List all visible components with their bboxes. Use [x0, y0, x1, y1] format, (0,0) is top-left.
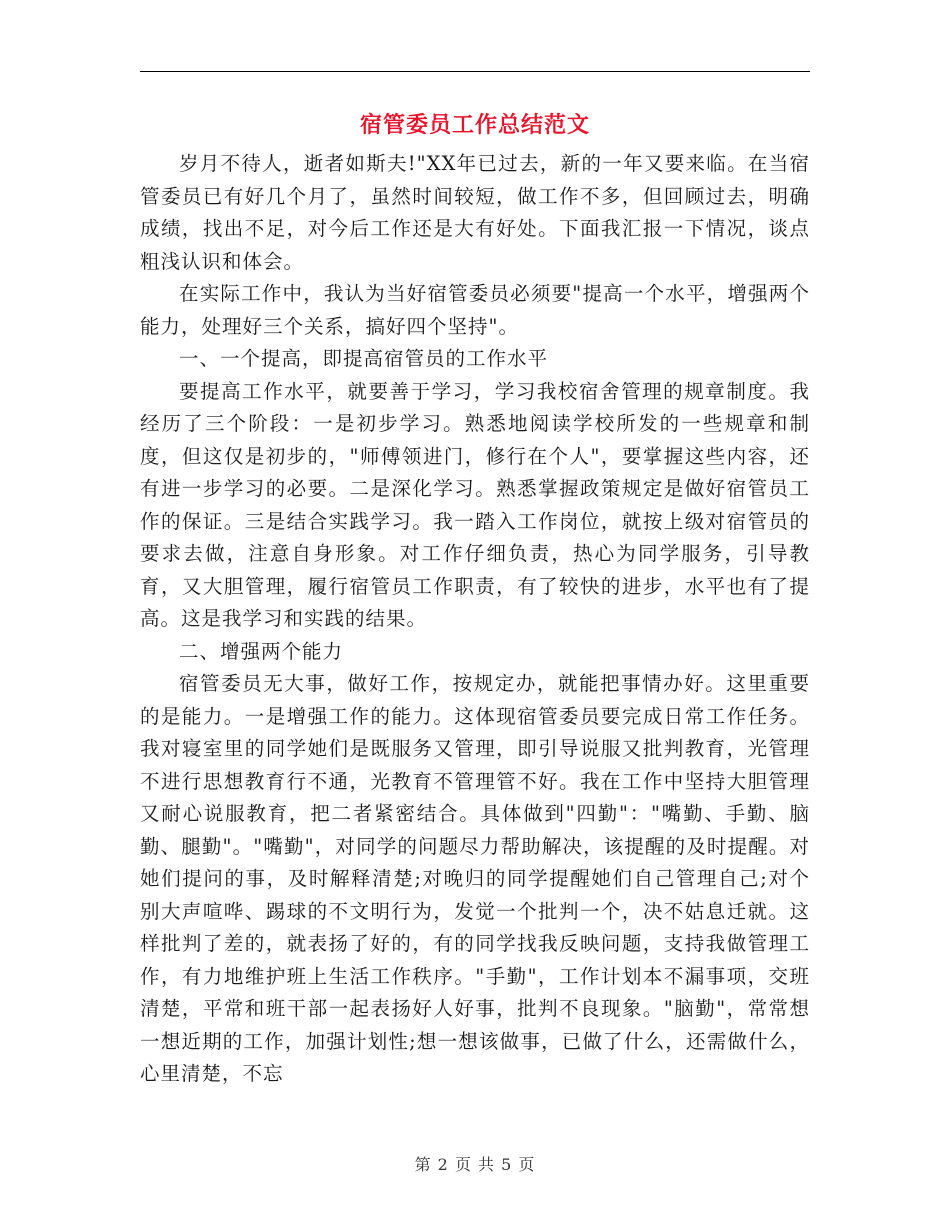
- header-rule: [140, 71, 810, 72]
- page-number-footer: 第 2 页 共 5 页: [414, 1155, 536, 1174]
- paragraph: 要提高工作水平，就要善于学习，学习我校宿舍管理的规章制度。我经历了三个阶段：一是初步学习。熟悉地阅读学校所发的一些规章和制度，但这仅是初步的，"师傅领进门，修行在个人"，要掌握这些内容，还有进一步学习的必要。二是深化学习。熟悉掌握政策规定是做好宿管员工作的保证。三是结合实践学习。我一踏入工作岗位，就按上级对宿管员的要求去做，注意自身形象。对工作仔细负责，热心为同学服务，引导教育，又大胆管理，履行宿管员工作职责，有了较快的进步，水平也有了提高。这是我学习和实践的结果。: [140, 379, 810, 630]
- document-body: [140, 148, 810, 1091]
- paragraph: 岁月不待人，逝者如斯夫!"XX年已过去，新的一年又要来临。在当宿管委员已有好几个月了，虽然时间较短，做工作不多，但回顾过去，明确成绩，找出不足，对今后工作还是大有好处。下面我汇报一下情况，谈点粗浅认识和体会。: [140, 152, 810, 273]
- section-heading: 一、一个提高，即提高宿管员的工作水平: [179, 347, 549, 370]
- paragraph: 在实际工作中，我认为当好宿管委员必须要"提高一个水平，增强两个能力，处理好三个关系，搞好四个坚持"。: [140, 282, 810, 338]
- paragraph: 宿管委员无大事，做好工作，按规定办，就能把事情办好。这里重要的是能力。一是增强工作的能力。这体现宿管委员要完成日常工作任务。我对寝室里的同学她们是既服务又管理，即引导说服又批判教育，光管理不进行思想教育行不通，光教育不管理管不好。我在工作中坚持大胆管理又耐心说服教育，把二者紧密结合。具体做到"四勤"："嘴勤、手勤、脑勤、腿勤"。"嘴勤"，对同学的问题尽力帮助解决，该提醒的及时提醒。对她们提问的事，及时解释清楚;对晚归的同学提醒她们自己管理自己;对个别大声喧哗、踢球的不文明行为，发觉一个批判一个，决不姑息迁就。这样批判了差的，就表扬了好的，有的同学找我反映问题，支持我做管理工作，有力地维护班上生活工作秩序。"手勤"，工作计划本不漏事项，交班清楚，平常和班干部一起表扬好人好事，批判不良现象。"脑勤"，常常想一想近期的工作，加强计划性;想一想该做事，已做了什么，还需做什么，心里清楚，不忘: [140, 672, 810, 1085]
- section-heading: 二、增强两个能力: [179, 639, 344, 663]
- document-title: 宿管委员工作总结范文: [359, 112, 590, 138]
